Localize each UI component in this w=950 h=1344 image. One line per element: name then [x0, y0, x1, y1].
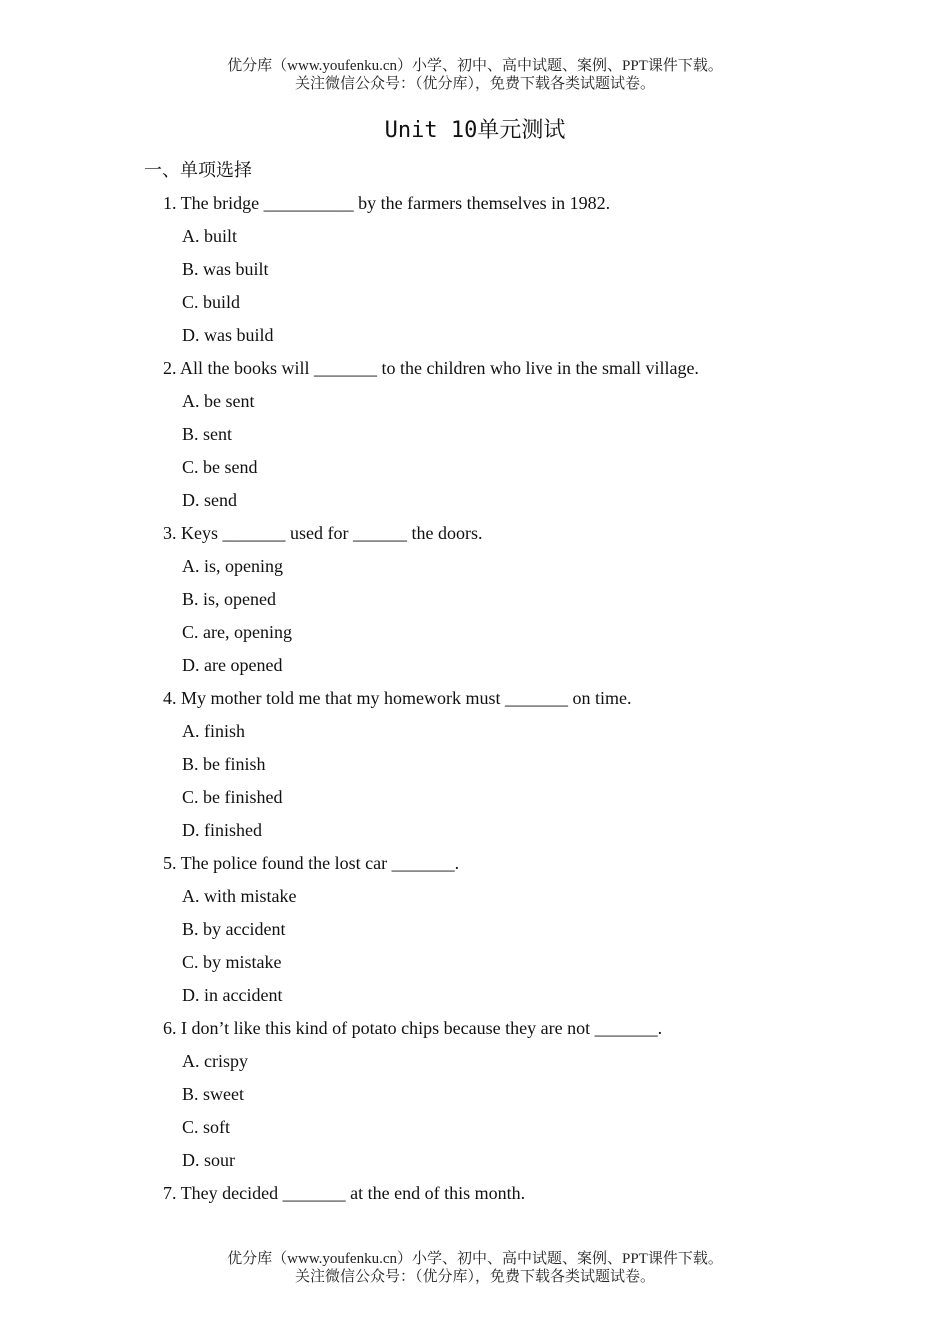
question-text: 3. Keys _______ used for ______ the doors. — [163, 523, 483, 543]
answer-option: A. built — [182, 226, 238, 246]
answer-option: C. by mistake — [182, 952, 282, 972]
answer-option: A. with mistake — [182, 886, 297, 906]
answer-option: B. sent — [182, 424, 233, 444]
footer-line-1: 优分库（www.youfenku.cn）小学、初中、高中试题、案例、PPT课件下载。 — [227, 1251, 723, 1267]
answer-option: B. be finish — [182, 754, 266, 774]
question-text: 6. I don’t like this kind of potato chips because they are not _______. — [163, 1018, 663, 1038]
answer-option: A. is, opening — [182, 556, 283, 576]
question-text: 4. My mother told me that my homework must _______ on time. — [163, 688, 632, 708]
question-text: 5. The police found the lost car _______. — [163, 853, 460, 873]
answer-option: D. finished — [182, 820, 262, 840]
answer-option: B. by accident — [182, 919, 286, 939]
question-text: 1. The bridge __________ by the farmers themselves in 1982. — [163, 193, 611, 213]
answer-option: D. sour — [182, 1150, 235, 1170]
answer-option: B. was built — [182, 259, 269, 279]
answer-option: B. is, opened — [182, 589, 276, 609]
answer-option: C. be finished — [182, 787, 283, 807]
question-text: 7. They decided _______ at the end of this month. — [163, 1183, 526, 1203]
answer-option: D. in accident — [182, 985, 283, 1005]
answer-option: A. be sent — [182, 391, 255, 411]
footer-line-2: 关注微信公众号：（优分库），免费下载各类试题试卷。 — [294, 1269, 655, 1285]
answer-option: D. are opened — [182, 655, 283, 675]
answer-option: C. build — [182, 292, 241, 312]
answer-option: C. be send — [182, 457, 258, 477]
answer-option: A. finish — [182, 721, 245, 741]
answer-option: D. send — [182, 490, 237, 510]
answer-option: C. are, opening — [182, 622, 292, 642]
section-heading: 一、单项选择 — [144, 160, 252, 180]
answer-option: D. was build — [182, 325, 274, 345]
answer-option: B. sweet — [182, 1084, 244, 1104]
header-line-2: 关注微信公众号：（优分库），免费下载各类试题试卷。 — [294, 76, 655, 92]
page-title: Unit 10单元测试 — [384, 118, 566, 143]
question-text: 2. All the books will _______ to the children who live in the small village. — [163, 358, 699, 378]
answer-option: C. soft — [182, 1117, 231, 1137]
answer-option: A. crispy — [182, 1051, 248, 1071]
header-line-1: 优分库（www.youfenku.cn）小学、初中、高中试题、案例、PPT课件下载。 — [227, 58, 723, 74]
